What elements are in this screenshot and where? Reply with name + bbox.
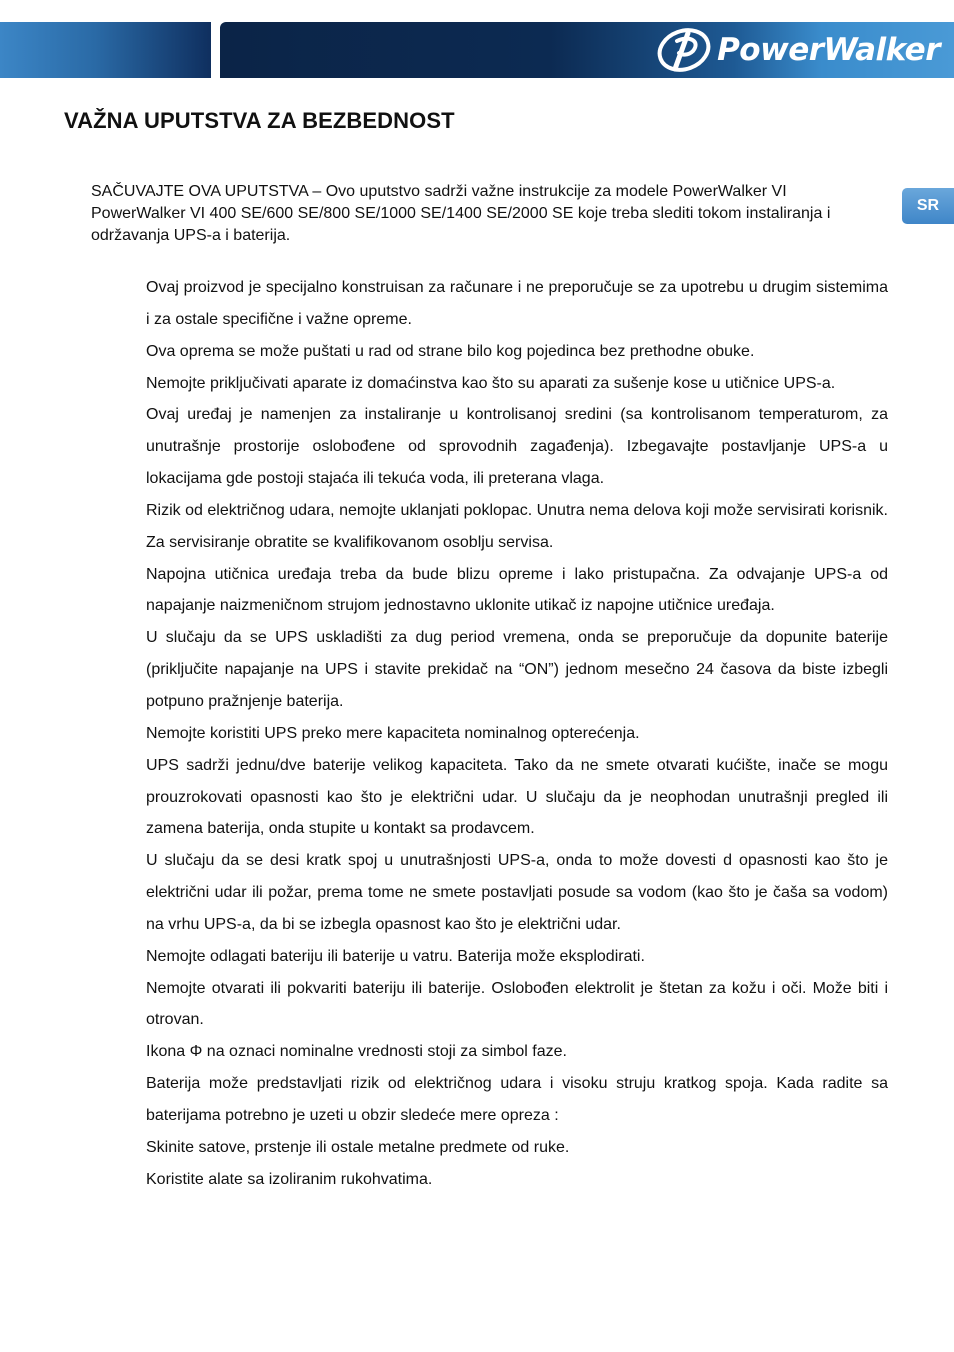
page-title: VAŽNA UPUTSTVA ZA BEZBEDNOST xyxy=(64,108,455,133)
safety-rule: Napojna utičnica uređaja treba da bude blizu opreme i lako pristupačna. Za odvajanje UPS-a od napajanje naizmeničnom strujom jednostavno uklonite utikač iz napojne utičnice uređaja. xyxy=(146,565,888,615)
safety-rule: UPS sadrži jednu/dve baterije velikog kapaciteta. Tako da ne smete otvarati kućište, inače se mogu prouzrokovati opasnosti kao što je električni udar. U slučaju da je neophodan unutrašnji pregled ili zamena baterija, onda stupite u kontakt sa prodavcem. xyxy=(146,756,888,838)
intro-line: održavanja UPS-a i baterija. xyxy=(91,227,291,244)
safety-rule: U slučaju da se UPS uskladišti za dug period vremena, onda se preporučuje da dopunite baterije (priključite napajanje na UPS i stavite prekidač na “ON”) jednom mesečno 24 časova da biste izbegli potpuno pražnjenje baterija. xyxy=(146,629,888,710)
brand-logo xyxy=(655,26,940,74)
safety-rule: Nemojte odlagati bateriju ili baterije u vatru. Baterija može eksplodirati. xyxy=(146,947,645,965)
safety-rules-list xyxy=(146,272,888,1195)
safety-rule: Ovaj proizvod je specijalno konstruisan za računare i ne preporučuje se za upotrebu u drugim sistemima i za ostale specifične i važne opreme. xyxy=(146,279,888,328)
language-tab[interactable]: SR xyxy=(902,188,954,224)
safety-rule: Ovaj uređaj je namenjen za instaliranje u kontrolisanoj sredini (sa kontrolisanom temperaturom, za unutrašnje prostorije oslobođene od sprovodnih zagađenja). Izbegavajte postavljanje UPS-a u lokacijama gde postoji stajaća ili tekuća voda, ili preterana vlaga. xyxy=(146,406,888,488)
intro-paragraph xyxy=(91,181,851,247)
powerwalker-swirl-logo-icon xyxy=(655,27,713,73)
safety-rule: Baterija može predstavljati rizik od električnog udara i visoku struju kratkog spoja. Kada radite sa baterijama potrebno je uzeti u obzir sledeće mere opreza : xyxy=(146,1075,888,1124)
safety-rule: Nemojte koristiti UPS preko mere kapaciteta nominalnog opterećenja. xyxy=(146,724,640,742)
header-bar xyxy=(0,22,954,78)
header-right-block xyxy=(220,22,954,78)
safety-rule: Skinite satove, prstenje ili ostale metalne predmete od ruke. xyxy=(146,1138,570,1156)
header-left-block xyxy=(0,22,211,78)
safety-rule: Ova oprema se može puštati u rad od strane bilo kog pojedinca bez prethodne obuke. xyxy=(146,342,755,360)
safety-rule: Nemojte otvarati ili pokvariti bateriju ili baterije. Oslobođen elektrolit je štetan za kožu i oči. Može biti i otrovan. xyxy=(146,979,888,1029)
safety-rule: U slučaju da se desi kratk spoj u unutrašnjosti UPS-a, onda to može dovesti d opasnosti kao što je električni udar ili požar, prema tome ne smete postavljati posude sa vodom (kao što je čaša sa vodom) na vrhu UPS-a, da bi se izbegla opasnost kao što je električni udar. xyxy=(146,852,888,933)
intro-line: SAČUVAJTE OVA UPUTSTVA – Ovo uputstvo sadrži važne instrukcije za modele PowerWalker VI xyxy=(91,183,787,200)
safety-rule: Rizik od električnog udara, nemojte uklanjati poklopac. Unutra nema delova koji može servisirati korisnik. Za servisiranje obratite se kvalifikovanom osoblju servisa. xyxy=(146,501,888,551)
safety-rule: Ikona Φ na oznaci nominalne vrednosti stoji za simbol faze. xyxy=(146,1043,567,1061)
brand-name: PowerWalker xyxy=(717,32,940,68)
safety-rule: Nemojte priključivati aparate iz domaćinstva kao što su aparati za sušenje kose u utičnice UPS-a. xyxy=(146,374,836,392)
intro-line: PowerWalker VI 400 SE/600 SE/800 SE/1000 SE/1400 SE/2000 SE koje treba slediti tokom instaliranja i xyxy=(91,205,831,222)
safety-rule: Koristite alate sa izoliranim rukohvatima. xyxy=(146,1170,433,1188)
